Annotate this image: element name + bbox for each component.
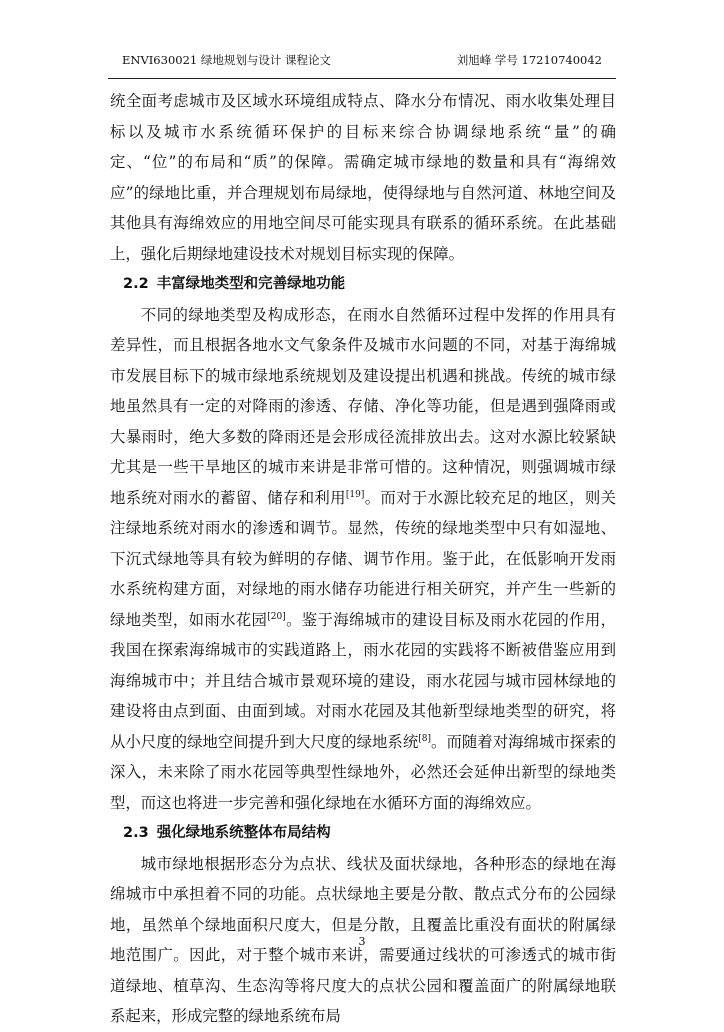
document-body: [110, 86, 616, 1032]
section-title: 丰富绿地类型和完善绿地功能: [156, 276, 346, 292]
section-number: 2.2: [123, 276, 149, 292]
citation-19: [19]: [345, 489, 365, 500]
section-title: 强化绿地系统整体布局结构: [156, 825, 331, 841]
citation-20: [20]: [267, 611, 286, 622]
paragraph-layout-structure: 城市绿地根据形态分为点状、线状及面状绿地，各种形态的绿地在海绵城市中承担着不同的功能。点状绿地主要是分散、散点式分布的公园绿地，虽然单个绿地面积尺度大，但是分散，且覆盖比重没有面状的附属绿地范围广。因此，对于整个城市来讲，需要通过线状的可渗透式的城市街道绿地、植草沟、生态沟等将尺度大的点状公园和覆盖面广的附属绿地联系起来，形成完整的绿地系统布局: [110, 854, 616, 1025]
section-heading-2-3: [110, 818, 616, 849]
page-header: [108, 44, 616, 79]
paragraph-text: 。而对于水源比较充足的地区，则关注绿地系统对雨水的渗透和调节。显然，传统的绿地类型中只有如湿地、下沉式绿地等具有较为鲜明的存储、调节作用。鉴于此，在低影响开发雨水系统构建方面，对绿地的雨水储存功能进行相关研究，并产生一些新的绿地类型，如雨水花园: [110, 488, 616, 629]
page-number: 3: [358, 935, 366, 948]
header-course-title: ENVI630021 绿地规划与设计 课程论文: [122, 53, 332, 67]
section-heading-2-2: [110, 269, 616, 300]
header-student-info: 刘旭峰 学号 17210740042: [456, 53, 602, 67]
paragraph-text: 不同的绿地类型及构成形态，在雨水自然循环过程中发挥的作用具有差异性，而且根据各地水文气象条件及城市水问题的不同，对基于海绵城市发展目标下的城市绿地系统规划及建设提出机遇和挑战。传统的城市绿地虽然具有一定的对降雨的渗透、存储、净化等功能，但是遇到强降雨或大暴雨时，绝大多数的降雨还是会形成径流排放出去。这对水源比较紧缺尤其是一些干旱地区的城市来讲是非常可惜的。这种情况，则强调城市绿地系统对雨水的蓄留、储存和利用: [110, 305, 616, 507]
section-number: 2.3: [123, 825, 149, 841]
paragraph-text: 。而随着对海绵城市探索的深入，未来除了雨水花园等典型性绿地外，必然还会延伸出新型的绿地类型，而这也将进一步完善和强化绿地在水循环方面的海绵效应。: [110, 732, 616, 812]
paragraph-green-types: [110, 300, 616, 819]
paragraph-continued: 统全面考虑城市及区域水环境组成特点、降水分布情况、雨水收集处理目标以及城市水系统循环保护的目标来综合协调绿地系统“量”的确定、“位”的布局和“质”的保障。需确定城市绿地的数量和具有“海绵效应”的绿地比重，并合理规划布局绿地，使得绿地与自然河道、林地空间及其他具有海绵效应的用地空间尽可能实现具有联系的循环系统。在此基础上，强化后期绿地建设技术对规划目标实现的保障。: [110, 92, 616, 263]
paragraph-text: 。鉴于海绵城市的建设目标及雨水花园的作用，我国在探索海绵城市的实践道路上，雨水花园的实践将不断被借鉴应用到海绵城市中；并且结合城市景观环境的建设，雨水花园与城市园林绿地的建设将由点到面、由面到域。对雨水花园及其他新型绿地类型的研究，将从小尺度的绿地空间提升到大尺度的绿地系统: [110, 610, 616, 751]
citation-8: [8]: [418, 733, 432, 744]
